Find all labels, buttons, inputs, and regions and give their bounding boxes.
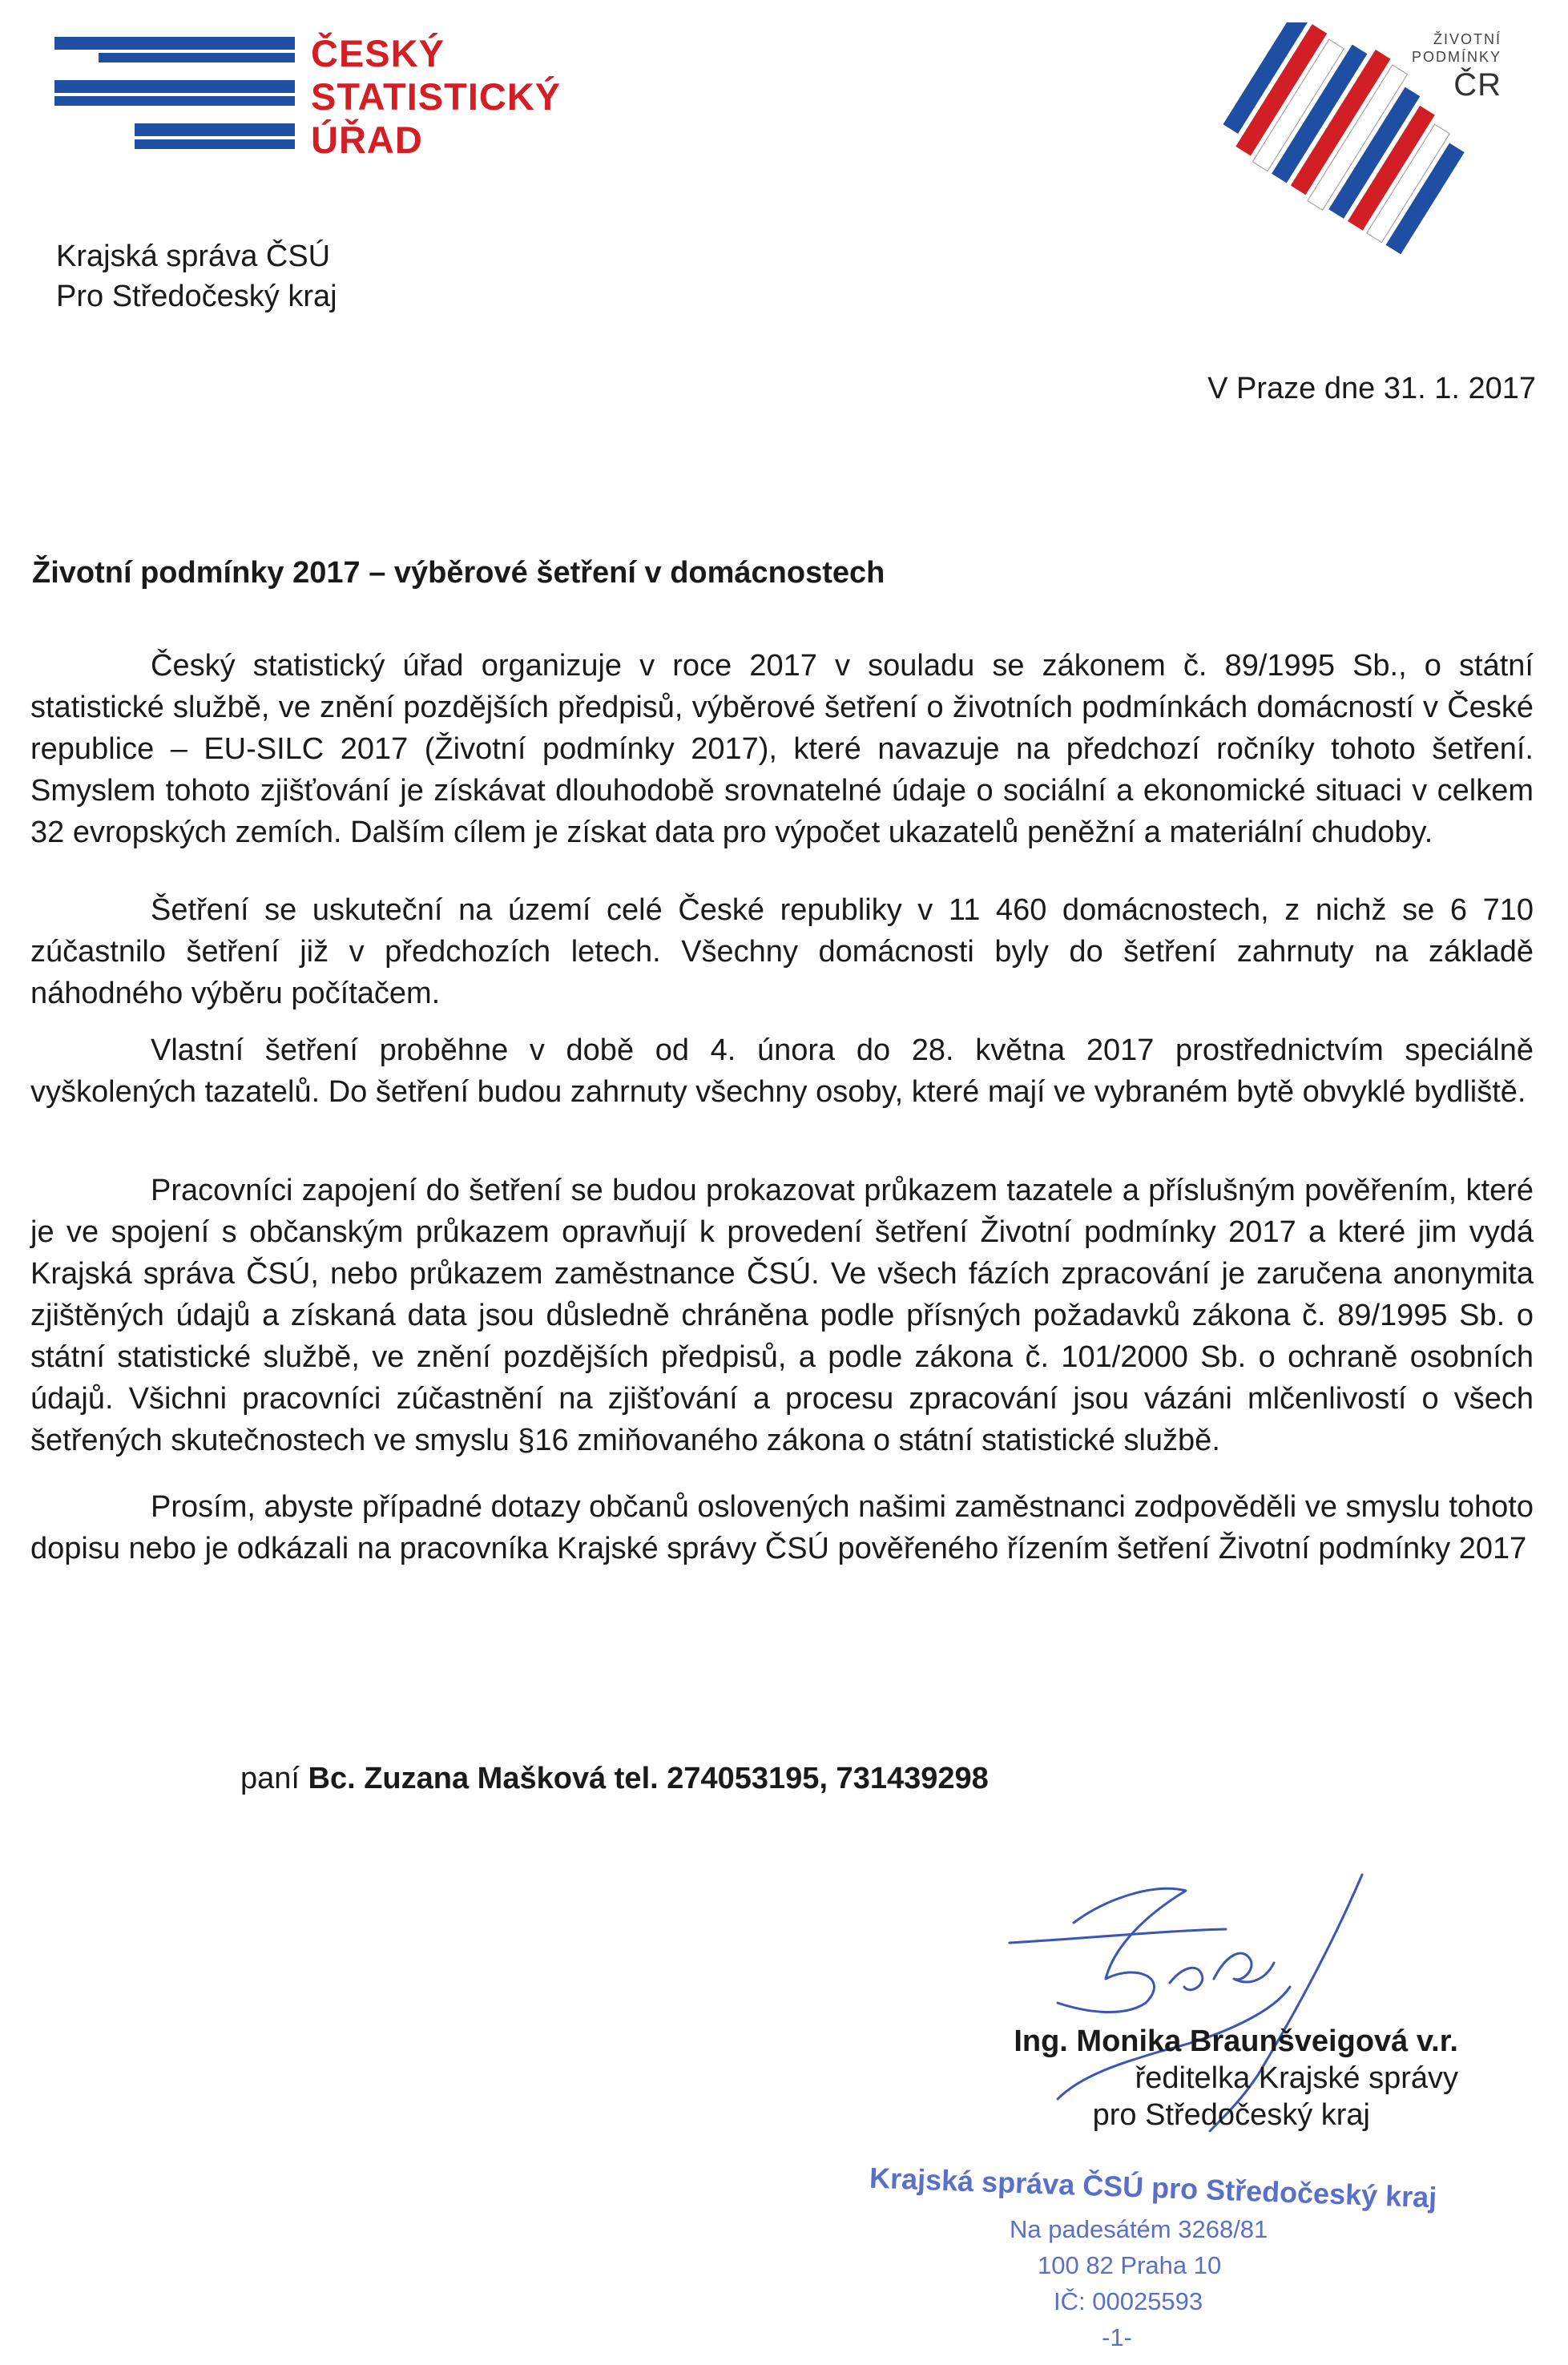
logo-bar bbox=[99, 53, 295, 62]
contact-prefix: paní bbox=[240, 1762, 300, 1795]
csu-logo bbox=[54, 30, 583, 159]
body-paragraph bbox=[30, 1486, 1534, 1569]
paragraph-text: Pracovníci zapojení do šetření se budou prokazovat průkazem tazatele a příslušným pověřením, které je ve spojení s občanským průkazem opravňují k provedení šetření Životní podmínky 2017 a které jim vydá Krajská správa ČSÚ, nebo průkazem zaměstnance ČSÚ. Ve všech fázích zpracování je zaručena anonymita zjištěných údajů a získaná data jsou důsledně chráněna podle přísných požadavků zákona č. 89/1995 Sb. o státní statistické službě, ve znění pozdějších předpisů, a podle zákona č. 101/2000 Sb. o ochraně osobních údajů. Všichni pracovníci zúčastnění na zjišťování a procesu zpracování jsou vázáni mlčenlivostí o všech šetřených skutečnostech ve smyslu §16 zmiňovaného zákona o státní statistické službě. bbox=[30, 1174, 1534, 1457]
logo-bar bbox=[135, 139, 295, 149]
paragraph-text: Český statistický úřad organizuje v roce 2017 v souladu se zákonem č. 89/1995 Sb., o státní statistické službě, ve znění pozdějších předpisů, výběrové šetření o životních podmínkách domácností v České republice – EU-SILC 2017 (Životní podmínky 2017), které navazuje na předchozí ročníky tohoto šetření. Smyslem tohoto zjišťování je získávat dlouhodobě srovnatelné údaje o sociální a ekonomické situaci v celkem 32 evropských zemích. Dalším cílem je získat data pro výpočet ukazatelů peněžní a materiální chudoby. bbox=[30, 649, 1534, 849]
stamp-line: -1- bbox=[1102, 2323, 1132, 2351]
sender-address bbox=[56, 236, 337, 316]
paragraph-text: Vlastní šetření proběhne v době od 4. února do 28. května 2017 prostřednictvím speciálně vyškolených tazatelů. Do šetření budou zahrnuty všechny osoby, které mají ve vybraném bytě obvyklé bydliště. bbox=[30, 1033, 1534, 1109]
logo-caption bbox=[1412, 30, 1501, 104]
stamp-line: Krajská správa ČSÚ pro Středočeský kraj bbox=[869, 2161, 1437, 2214]
signer-block bbox=[881, 2023, 1458, 2133]
signer-name: Ing. Monika Braunšveigová v.r. bbox=[1014, 2025, 1458, 2058]
stamp-line: 100 82 Praha 10 bbox=[1038, 2251, 1222, 2279]
logo-caption-line: PODMÍNKY bbox=[1411, 49, 1501, 65]
signer-title: pro Středočeský kraj bbox=[1092, 2098, 1370, 2132]
logo-word: ČESKÝ bbox=[311, 32, 445, 75]
logo-word: STATISTICKÝ bbox=[311, 75, 562, 118]
sender-line: Krajská správa ČSÚ bbox=[56, 240, 331, 273]
letter-subject: Životní podmínky 2017 – výběrové šetření v domácnostech bbox=[32, 556, 885, 590]
office-stamp bbox=[869, 2161, 1437, 2363]
logo-bar bbox=[135, 123, 295, 136]
contact-line bbox=[240, 1759, 989, 1799]
paragraph-text: Šetření se uskuteční na území celé České republiky v 11 460 domácnostech, z nichž se 6 710 zúčastnilo šetření již v předchozích letech. Všechny domácnosti byly do šetření zahrnuty na základě náhodného výběru počítačem. bbox=[30, 893, 1534, 1010]
logo-bar bbox=[54, 80, 295, 93]
body-paragraph bbox=[30, 889, 1534, 1014]
letter-date: V Praze dne 31. 1. 2017 bbox=[1207, 372, 1536, 405]
contact-details: Bc. Zuzana Mašková tel. 274053195, 731439298 bbox=[308, 1762, 989, 1795]
stamp-line: Na padesátém 3268/81 bbox=[1010, 2215, 1268, 2243]
logo-country: ČR bbox=[1453, 67, 1501, 103]
logo-caption-line: ŽIVOTNÍ bbox=[1433, 31, 1501, 47]
body-paragraph bbox=[30, 645, 1534, 853]
paragraph-text: Prosím, abyste případné dotazy občanů oslovených našimi zaměstnanci zodpověděli ve smyslu tohoto dopisu nebo je odkázali na pracovníka Krajské správy ČSÚ pověřeného řízením šetření Životní podmínky 2017 bbox=[30, 1490, 1534, 1565]
zivotni-podminky-logo bbox=[1186, 22, 1530, 263]
logo-word: ÚŘAD bbox=[311, 119, 423, 161]
logo-bar bbox=[54, 37, 295, 50]
sender-line: Pro Středočeský kraj bbox=[56, 280, 337, 313]
body-paragraph bbox=[30, 1170, 1534, 1461]
body-paragraph bbox=[30, 1029, 1534, 1113]
stamp-line: IČ: 00025593 bbox=[1054, 2287, 1203, 2315]
signer-title: ředitelka Krajské správy bbox=[1135, 2061, 1458, 2095]
logo-bar bbox=[54, 96, 295, 106]
